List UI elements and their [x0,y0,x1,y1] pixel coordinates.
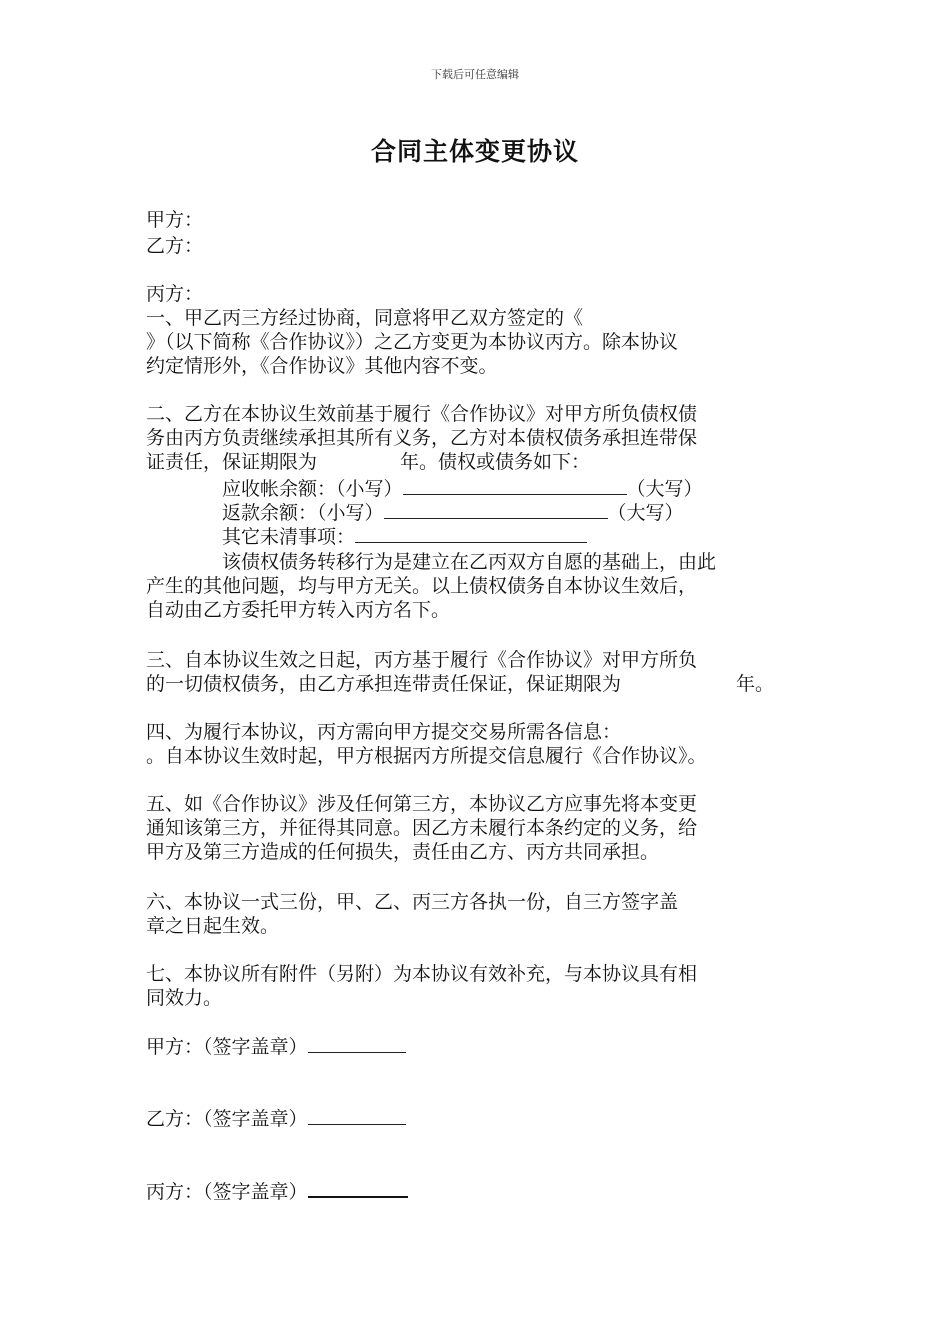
receivable-line [222,476,703,501]
refund-line [222,500,684,525]
receivable-blank [403,476,627,495]
clause6-line1: 六、本协议一式三份，甲、乙、丙三方各执一份，自三方签字盖 [146,891,679,913]
refund-upper-label: （大写） [607,502,684,524]
clause5-line2: 通知该第三方，并征得其同意。因乙方未履行本条约定的义务，给 [146,817,698,839]
document-title: 合同主体变更协议 [370,137,579,166]
clause5-line3: 甲方及第三方造成的任何损失，责任由乙方、丙方共同承担。 [146,841,660,863]
clause2-line2: 务由丙方负责继续承担其所有义务，乙方对本债权债务承担连带保 [146,427,698,449]
clause3-line2a: 的一切债权债务，由乙方承担连带责任保证，保证期限为 [146,673,622,695]
signature-b-line [146,1106,406,1131]
clause1-line3: 约定情形外，《合作协议》其他内容不变。 [146,355,498,377]
signature-a-blank [308,1034,406,1053]
clause2-para-line3: 自动由乙方委托甲方转入丙方名下。 [146,599,451,621]
clause6-line2: 章之日起生效。 [146,915,280,937]
clause2-para-line2: 产生的其他问题，均与甲方无关。以上债权债务自本协议生效后， [146,575,698,597]
clause3-line1: 三、自本协议生效之日起，丙方基于履行《合作协议》对甲方所负 [146,649,698,671]
clause2-line3a: 证责任，保证期限为 [146,451,318,473]
clause7-line2: 同效力。 [146,987,223,1009]
party-a-label: 甲方： [146,209,204,231]
clause4-line2: 。自本协议生效时起，甲方根据丙方所提交信息履行《合作协议》。 [146,745,707,767]
receivable-label: 应收帐余额：（小写） [222,478,403,500]
clause7-line1: 七、本协议所有附件（另附）为本协议有效补充，与本协议具有相 [146,963,698,985]
signature-c-line [146,1178,408,1204]
party-b-label: 乙方： [146,235,204,257]
signature-b-blank [308,1106,406,1125]
refund-label: 返款余额：（小写） [222,502,384,524]
receivable-upper-label: （大写） [626,478,703,500]
signature-b-label: 乙方：（签字盖章） [146,1108,308,1130]
clause1-line2: 》（以下简称《合作协议》）之乙方变更为本协议丙方。除本协议 [146,331,679,353]
refund-blank [384,500,608,519]
clause2-line1: 二、乙方在本协议生效前基于履行《合作协议》对甲方所负债权债 [146,403,698,425]
signature-c-label: 丙方：（签字盖章） [146,1181,308,1203]
other-items-line [222,524,587,549]
signature-a-label: 甲方：（签字盖章） [146,1036,308,1058]
signature-a-line [146,1034,406,1059]
header-note: 下载后可任意编辑 [431,68,519,81]
clause1-line1: 一、甲乙丙三方经过协商，同意将甲乙双方签定的《 [146,307,584,329]
clause2-para-line1: 该债权债务转移行为是建立在乙丙双方自愿的基础上，由此 [222,551,717,573]
signature-c-blank [308,1178,408,1198]
clause2-line3b: 年。债权或债务如下： [400,451,591,473]
party-c-label: 丙方： [146,283,204,305]
clause4-line1: 四、为履行本协议，丙方需向甲方提交交易所需各信息： [146,721,622,743]
clause5-line1: 五、如《合作协议》涉及任何第三方，本协议乙方应事先将本变更 [146,793,698,815]
clause3-line2b: 年。 [736,673,775,695]
other-items-label: 其它未清事项： [222,526,356,548]
other-items-blank [355,524,587,543]
